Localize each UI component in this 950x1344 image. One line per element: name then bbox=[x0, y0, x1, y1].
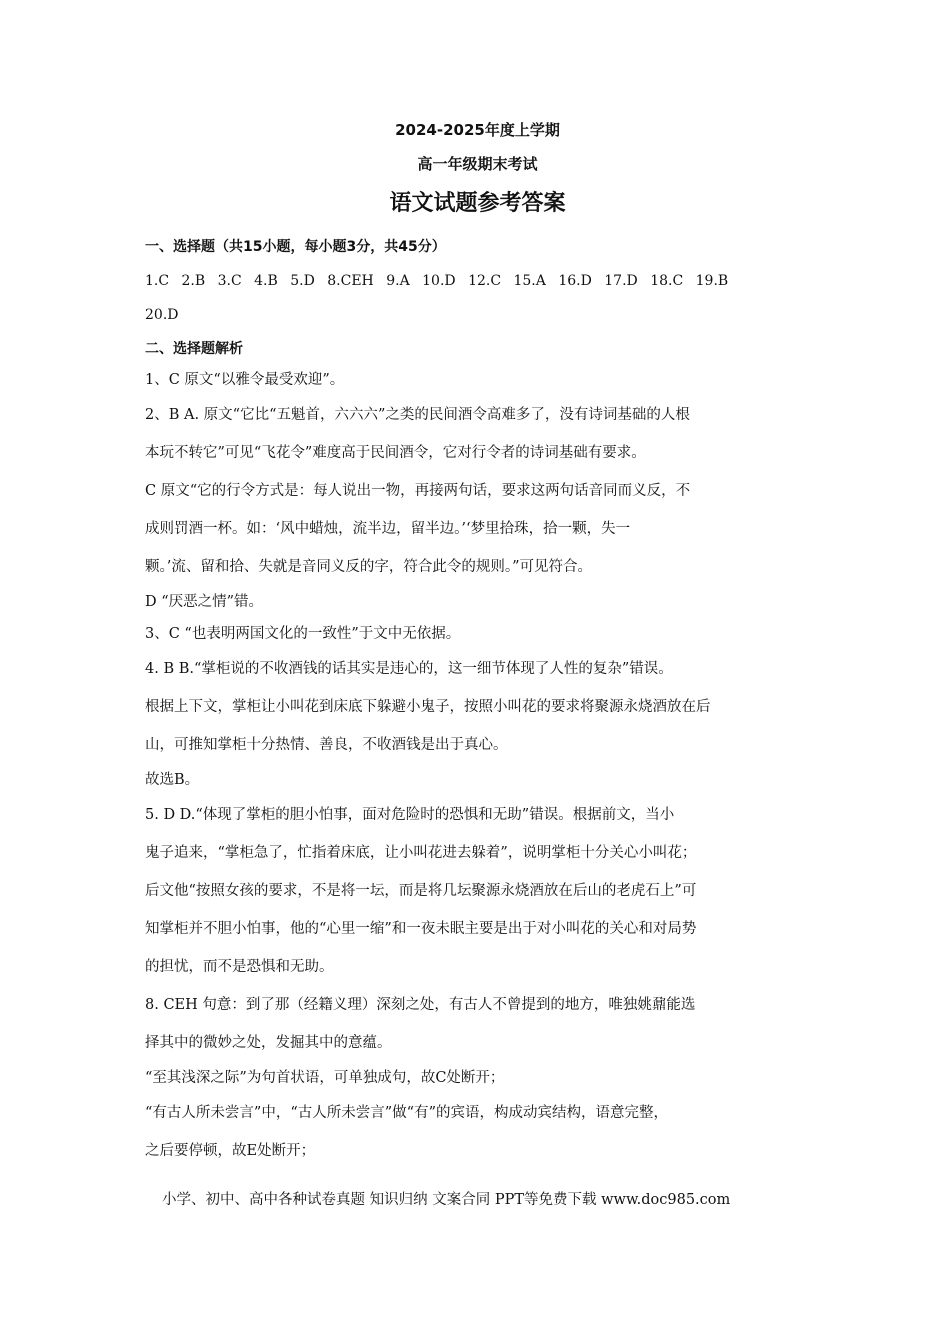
analysis-line: 后文他“按照女孩的要求，不是将一坛，而是将几坛聚源永烧酒放在后山的老虎石上”可 bbox=[145, 883, 697, 899]
analysis-line: 4. B B.“掌柜说的不收酒钱的话其实是违心的，这一细节体现了人性的复杂”错误。 bbox=[145, 661, 673, 677]
section-2-heading: 二、选择题解析 bbox=[145, 341, 243, 357]
analysis-line: D “厌恶之情”错。 bbox=[145, 594, 264, 610]
analysis-line: 鬼子追来，“掌柜急了，忙指着床底，让小叫花进去躲着”，说明掌柜十分关心小叫花； bbox=[145, 845, 697, 861]
analysis-line: 知掌柜并不胆小怕事，他的“心里一缩”和一夜未眠主要是出于对小叫花的关心和对局势 bbox=[145, 921, 697, 937]
document-body bbox=[145, 112, 810, 1170]
analysis-line: 颗。’流、留和拾、失就是音同义反的字，符合此令的规则。”可见符合。 bbox=[145, 559, 593, 575]
analysis-line: 2、B A. 原文“它比“五魁首，六六六”之类的民间酒令高难多了，没有诗词基础的人根 bbox=[145, 407, 690, 423]
analysis-line: 1、C 原文“以雅令最受欢迎”。 bbox=[145, 372, 345, 388]
analysis-line: 根据上下文，掌柜让小叫花到床底下躲避小鬼子，按照小叫花的要求将聚源永烧酒放在后 bbox=[145, 699, 711, 715]
analysis-line: “至其浅深之际”为句首状语，可单独成句，故C处断开； bbox=[145, 1070, 505, 1086]
exam-heading: 高一年级期末考试 bbox=[417, 155, 538, 173]
analysis-line: 本玩不转它”可见“飞花令”难度高于民间酒令，它对行令者的诗词基础有要求。 bbox=[145, 445, 646, 461]
analysis-line: 山，可推知掌柜十分热情、善良，不收酒钱是出于真心。 bbox=[145, 737, 508, 753]
term-heading: 2024-2025年度上学期 bbox=[395, 121, 560, 139]
analysis-line: C 原文“它的行令方式是：每人说出一物，再接两句话，要求这两句话音同而义反，不 bbox=[145, 483, 691, 499]
answers-line-2: 20.D bbox=[145, 307, 179, 323]
analysis-line: 8. CEH 句意：到了那（经籍义理）深刻之处，有古人不曾提到的地方，唯独姚鼐能选 bbox=[145, 997, 696, 1013]
analysis-line: 之后要停顿，故E处断开； bbox=[145, 1143, 316, 1159]
footer-banner: 小学、初中、高中各种试卷真题 知识归纳 文案合同 PPT等免费下载 www.doc985.com bbox=[162, 1192, 731, 1208]
analysis-line: 3、C “也表明两国文化的一致性”于文中无依据。 bbox=[145, 626, 461, 642]
analysis-line: 故选B。 bbox=[145, 772, 200, 788]
analysis-line: 成则罚酒一杯。如：‘风中蜡烛，流半边，留半边。’‘梦里拾珠，拾一颗，失一 bbox=[145, 521, 631, 537]
page-title: 语文试题参考答案 bbox=[389, 191, 566, 216]
answers-line-1: 1.C 2.B 3.C 4.B 5.D 8.CEH 9.A 10.D 12.C 15.A 16.D 17.D 18.C 19.B bbox=[145, 273, 729, 289]
analysis-line: 的担忧，而不是恐惧和无助。 bbox=[145, 959, 334, 975]
section-1-heading: 一、选择题（共15小题，每小题3分，共45分） bbox=[145, 239, 446, 255]
analysis-line: 5. D D.“体现了掌柜的胆小怕事，面对危险时的恐惧和无助”错误。根据前文，当小 bbox=[145, 807, 675, 823]
analysis-line: “有古人所未尝言”中，“古人所未尝言”做“有”的宾语，构成动宾结构，语意完整， bbox=[145, 1105, 668, 1121]
analysis-line: 择其中的微妙之处，发掘其中的意蕴。 bbox=[145, 1035, 392, 1051]
